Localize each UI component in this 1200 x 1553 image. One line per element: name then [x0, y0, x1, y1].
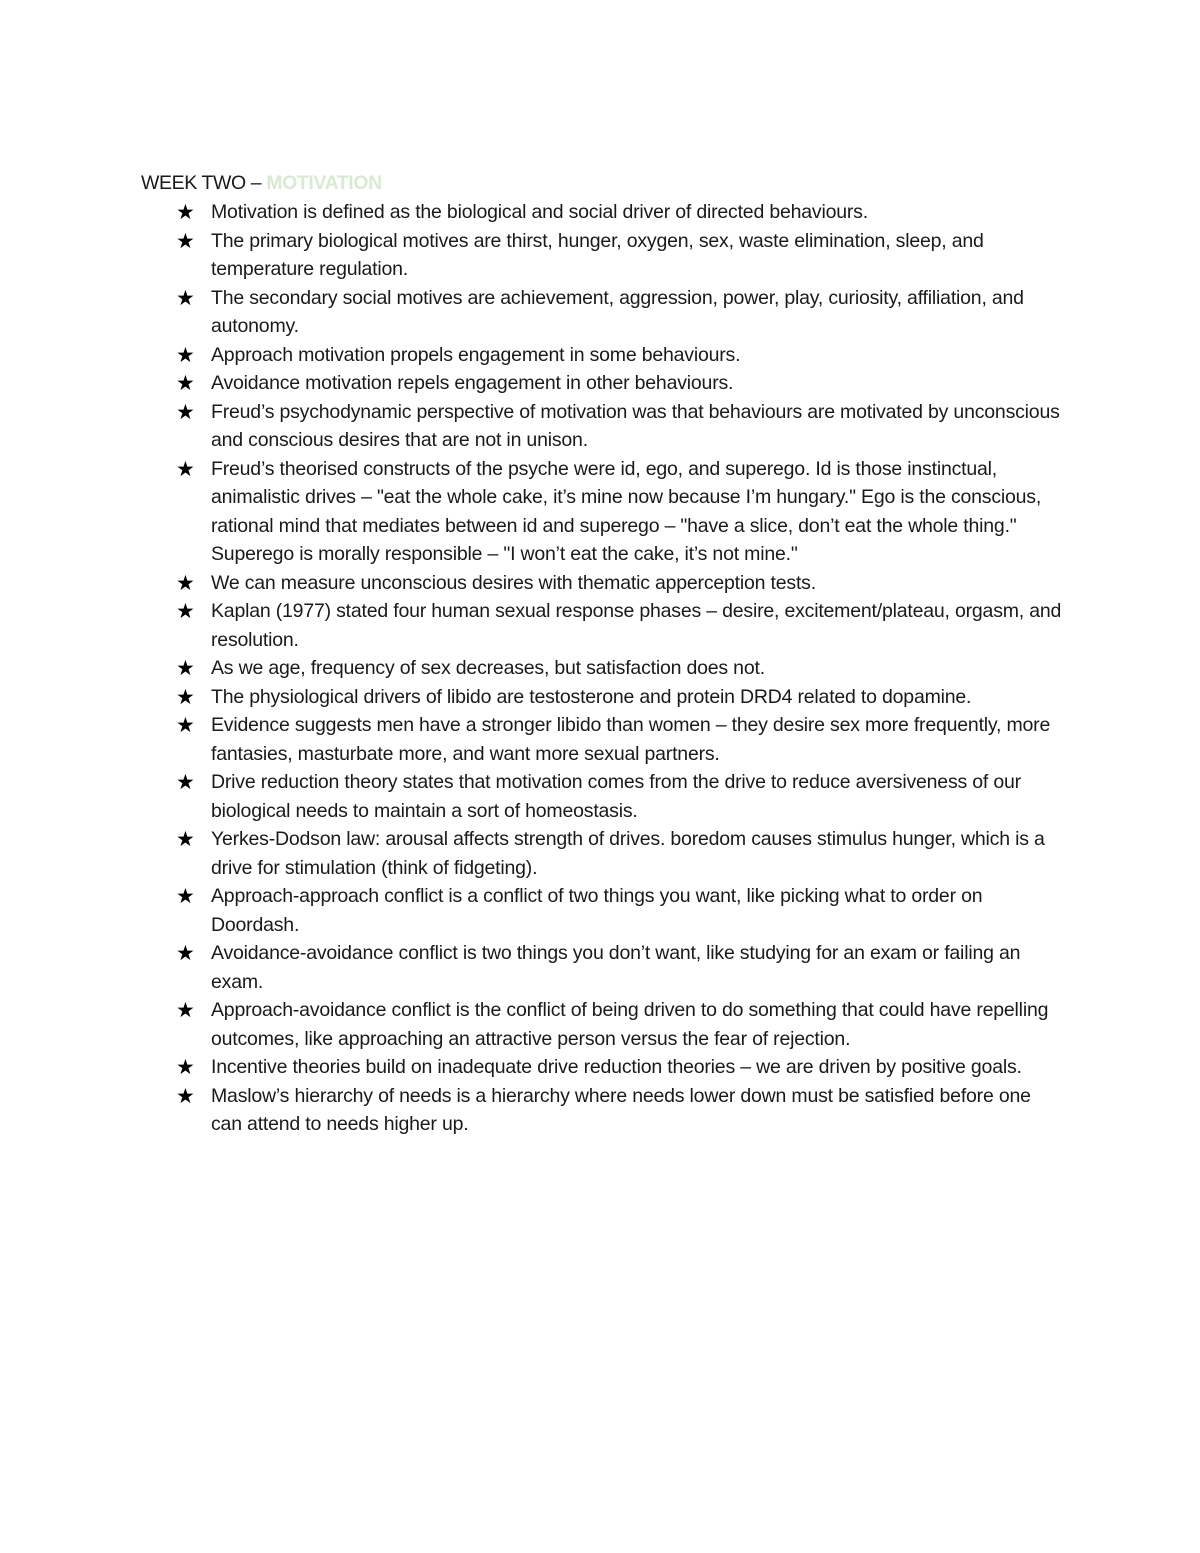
star-icon: ★ — [176, 200, 195, 224]
list-item-text: Evidence suggests men have a stronger libido than women – they desire sex more frequently, more fantasies, masturbate more, and want more sexual partners. — [211, 714, 1051, 765]
star-icon: ★ — [176, 684, 195, 709]
list-item-text: Freud’s theorised constructs of the psyche were id, ego, and superego. Id is those instinctual, animalistic drives – "eat the whole cake, it’s mine now because I’m hungary." Ego is the conscious, rational mind that mediates between id and superego – "have a slice, don’t eat the whole thing." Superego is morally responsible – "I won’t eat the cake, it’s not mine." — [211, 457, 1042, 565]
list-item — [176, 654, 1066, 683]
list-item-text: Motivation is defined as the biological and social driver of directed behaviours. — [211, 201, 868, 223]
star-icon: ★ — [176, 770, 195, 794]
star-icon: ★ — [176, 1055, 195, 1079]
list-item — [176, 398, 1066, 455]
list-item — [176, 882, 1066, 939]
list-item-text: Avoidance motivation repels engagement in other behaviours. — [211, 372, 734, 394]
list-item — [176, 198, 1066, 227]
list-item-text: Maslow’s hierarchy of needs is a hierarchy where needs lower down must be satisfied before one can attend to needs higher up. — [211, 1084, 1031, 1135]
list-item-text: Drive reduction theory states that motivation comes from the drive to reduce aversiveness of our biological needs to maintain a sort of homeostasis. — [211, 771, 1021, 822]
list-item — [176, 227, 1066, 284]
list-item — [176, 939, 1066, 996]
list-item-text: The physiological drivers of libido are testosterone and protein DRD4 related to dopamine. — [211, 685, 972, 708]
list-item-text: Approach-approach conflict is a conflict of two things you want, like picking what to order on Doordash. — [211, 885, 983, 936]
page-heading — [141, 171, 382, 195]
star-icon: ★ — [176, 998, 195, 1022]
list-item-text: Yerkes-Dodson law: arousal affects strength of drives. boredom causes stimulus hunger, which is a drive for stimulation (think of fidgeting). — [211, 828, 1045, 879]
list-item — [176, 341, 1066, 370]
list-item — [176, 1053, 1066, 1082]
star-icon: ★ — [176, 285, 195, 310]
list-item — [176, 1082, 1066, 1139]
list-item-text: Approach motivation propels engagement in some behaviours. — [211, 343, 741, 366]
heading-prefix: WEEK TWO – — [141, 172, 267, 194]
bullet-list — [176, 198, 1066, 1139]
list-item — [176, 455, 1066, 569]
star-icon: ★ — [176, 941, 195, 965]
star-icon: ★ — [176, 371, 195, 395]
list-item — [176, 711, 1066, 768]
list-item-text: Freud’s psychodynamic perspective of motivation was that behaviours are motivated by unconscious and conscious desires that are not in unison. — [211, 400, 1060, 451]
list-item — [176, 284, 1066, 341]
list-item-text: As we age, frequency of sex decreases, but satisfaction does not. — [211, 657, 765, 679]
star-icon: ★ — [176, 399, 195, 424]
star-icon: ★ — [176, 599, 195, 623]
star-icon: ★ — [176, 827, 195, 851]
star-icon: ★ — [176, 456, 195, 481]
list-item-text: The primary biological motives are thirst, hunger, oxygen, sex, waste elimination, sleep, and temperature regulation. — [211, 229, 984, 280]
star-icon: ★ — [176, 713, 195, 737]
star-icon: ★ — [176, 1083, 195, 1108]
list-item — [176, 369, 1066, 398]
list-item — [176, 996, 1066, 1053]
star-icon: ★ — [176, 656, 195, 680]
list-item-text: We can measure unconscious desires with thematic apperception tests. — [211, 571, 816, 594]
list-item-text: Approach-avoidance conflict is the conflict of being driven to do something that could have repelling outcomes, like approaching an attractive person versus the fear of rejection. — [211, 999, 1049, 1050]
list-item — [176, 683, 1066, 712]
list-item — [176, 569, 1066, 598]
star-icon: ★ — [176, 570, 195, 595]
list-item-text: Kaplan (1977) stated four human sexual response phases – desire, excitement/plateau, orgasm, and resolution. — [211, 600, 1062, 651]
list-item-text: Avoidance-avoidance conflict is two things you don’t want, like studying for an exam or failing an exam. — [211, 942, 1021, 993]
heading-accent: MOTIVATION — [266, 172, 382, 194]
star-icon: ★ — [176, 228, 195, 253]
star-icon: ★ — [176, 342, 195, 367]
list-item-text: The secondary social motives are achievement, aggression, power, play, curiosity, affiliation, and autonomy. — [211, 286, 1024, 337]
list-item — [176, 768, 1066, 825]
list-item — [176, 597, 1066, 654]
list-item — [176, 825, 1066, 882]
list-item-text: Incentive theories build on inadequate drive reduction theories – we are driven by positive goals. — [211, 1056, 1022, 1078]
star-icon: ★ — [176, 884, 195, 908]
